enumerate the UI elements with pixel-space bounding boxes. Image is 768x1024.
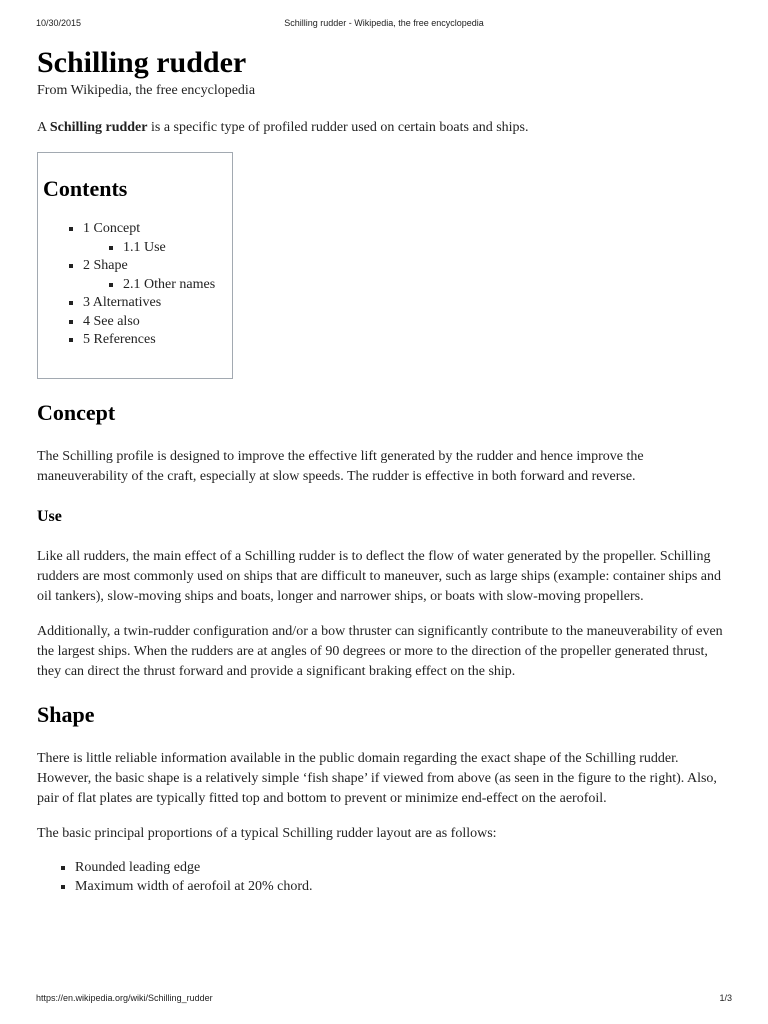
intro-bold-term: Schilling rudder (49, 120, 148, 135)
use-paragraph-1: Like all rudders, the main effect of a Schilling rudder is to deflect the flow of water generated by the propeller. Schilling rudders are most commonly used on ships that are difficult to maneuver, such as large ships (example: container ships and oil tankers), slow-moving ships and boats, longer and narrower ships, or boats with slow-moving propellers. (37, 549, 721, 604)
section-heading-concept: Concept (37, 400, 116, 425)
toc-sublist-concept (83, 239, 232, 258)
toc-item-concept (83, 220, 232, 257)
page-number: 1/3 (719, 993, 732, 1003)
intro-text-before: A (37, 120, 50, 135)
print-footer (36, 993, 732, 1007)
shape-paragraph-2: The basic principal proportions of a typical Schilling rudder layout are as follows: (37, 826, 497, 841)
section-heading-shape: Shape (37, 702, 95, 727)
print-url: https://en.wikipedia.org/wiki/Schilling_rudder (36, 993, 213, 1003)
print-date: 10/30/2015 (36, 18, 82, 28)
toc-link-alternatives[interactable]: 3 Alternatives (83, 295, 162, 310)
article-title: Schilling rudder (37, 46, 247, 79)
toc-item-shape (83, 257, 232, 294)
use-paragraph-2: Additionally, a twin-rudder configuration and/or a bow thruster can significantly contribute to the maneuverability of even the largest ships. When the rudders are at angles of 90 degrees or more to the direction of the propeller generated thrust, they can direct the thrust forward and provide a significant braking effect on the ship. (37, 624, 723, 679)
toc-link-shape[interactable]: 2 Shape (83, 258, 128, 273)
toc-list (43, 220, 232, 350)
toc-link-other-names[interactable]: 2.1 Other names (123, 276, 216, 292)
article-content (37, 44, 731, 896)
shape-proportions-list (37, 858, 731, 896)
table-of-contents (37, 152, 233, 379)
toc-item-use (123, 239, 232, 258)
toc-item-references (83, 331, 232, 350)
list-item: ▪ Rounded leading edge (75, 858, 731, 877)
shape-paragraph-1: There is little reliable information available in the public domain regarding the exact shape of the Schilling rudder. However, the basic shape is a relatively simple ‘fish shape’ if viewed from above (as seen in the figure to the right). Also, pair of flat plates are typically fitted top and bottom to prevent or minimize end-effect on the aerofoil. (37, 751, 717, 806)
concept-paragraph: The Schilling profile is designed to improve the effective lift generated by the rudder and hence improve the maneuverability of the craft, especially at slow speeds. The rudder is effective in both forward and reverse. (37, 449, 644, 484)
toc-sublist-shape (83, 276, 232, 295)
section-heading-use: Use (37, 508, 62, 525)
toc-link-use[interactable]: 1.1 Use (123, 239, 166, 255)
print-page-title: Schilling rudder - Wikipedia, the free encyclopedia (284, 18, 484, 28)
print-header (36, 18, 732, 32)
toc-item-see-also (83, 313, 232, 332)
toc-item-alternatives (83, 294, 232, 313)
toc-link-see-also[interactable]: 4 See also (83, 313, 140, 329)
intro-paragraph (37, 118, 731, 138)
intro-text-after: is a specific type of profiled rudder used on certain boats and ships. (147, 120, 529, 135)
toc-link-references[interactable]: 5 References (83, 332, 156, 347)
toc-title: Contents (43, 176, 128, 201)
toc-link-concept[interactable]: 1 Concept (83, 221, 141, 236)
article-subtitle: From Wikipedia, the free encyclopedia (37, 83, 256, 98)
toc-item-other-names (123, 276, 232, 295)
list-item: ▪ Maximum width of aerofoil at 20% chord. (75, 877, 731, 896)
